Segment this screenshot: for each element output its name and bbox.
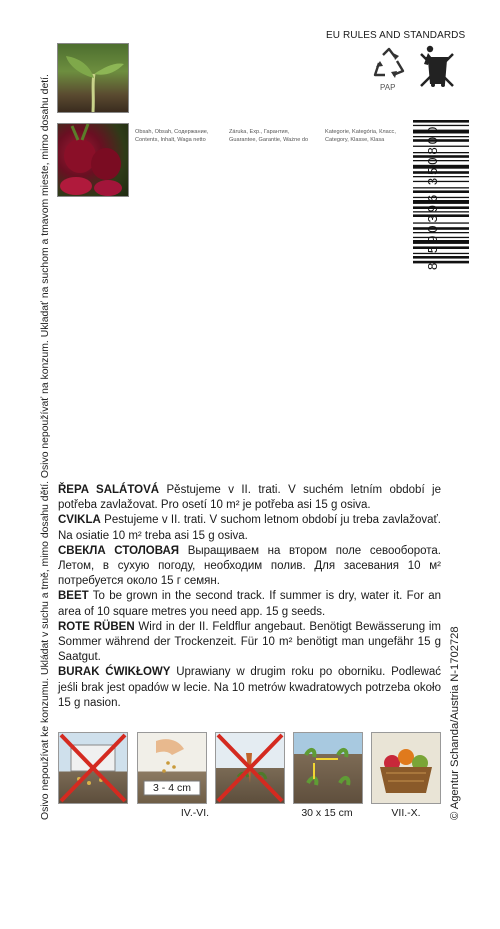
barcode-bar — [413, 211, 469, 212]
barcode-bar — [413, 176, 469, 177]
contents-label-line: Obsah, Obsah, Содержание, — [135, 129, 209, 135]
contents-label-line: Contents, Inhalt, Waga netto — [135, 137, 206, 143]
barcode-digits-wrap — [425, 122, 440, 270]
barcode-bar — [413, 232, 469, 233]
beetroot-photo — [57, 123, 129, 197]
desc-title: CVIKLA — [58, 514, 101, 527]
category-label-line: Category, Klasse, Klasa — [325, 137, 385, 143]
harvest-month-label: VII.-X. — [391, 807, 421, 819]
barcode-bar — [413, 155, 469, 158]
desc-german — [58, 620, 441, 666]
desc-english — [58, 589, 441, 619]
guarantee-label-line: Záruka, Exp., Гарантия, — [229, 129, 290, 135]
desc-title: ROTE RÜBEN — [58, 620, 135, 633]
transplant-crossed-icon — [215, 732, 285, 804]
description-block — [58, 483, 441, 711]
spacing-label: 30 x 15 cm — [301, 807, 353, 819]
barcode — [413, 120, 469, 268]
desc-title: BEET — [58, 590, 89, 603]
barcode-bar — [413, 206, 469, 209]
barcode-bar — [413, 222, 469, 223]
category-label — [325, 128, 396, 144]
contents-label — [135, 128, 208, 144]
desc-title: СВЕКЛА СТОЛОВАЯ — [58, 544, 180, 557]
barcode-bar — [413, 125, 469, 126]
barcode-bar — [413, 146, 469, 147]
desc-title: BURAK ĆWIKŁOWY — [58, 666, 171, 679]
barcode-bar — [413, 120, 469, 123]
pap-label: PAP — [380, 83, 396, 92]
eu-rules-title: EU RULES AND STANDARDS — [326, 30, 466, 41]
barcode-bar — [413, 165, 469, 169]
guarantee-label — [229, 128, 308, 144]
barcode-bar — [413, 214, 469, 217]
desc-polish — [58, 665, 441, 711]
desc-title: ŘEPA SALÁTOVÁ — [58, 484, 160, 496]
desc-text: Pěstujeme v II. trati. V suchém letním období je potřeba zavlažovat. Pro osetí 10 m² je potřeba asi 15 g osiva. — [58, 484, 441, 512]
barcode-bar — [413, 246, 469, 249]
barcode-bar — [413, 139, 469, 142]
sowing-month-label: IV.-VI. — [180, 807, 210, 819]
guarantee-label-line: Guarantee, Garantie, Ważne do — [229, 137, 309, 143]
barcode-bar — [413, 200, 469, 204]
crossed-bin-icon — [417, 44, 455, 88]
desc-text: To be grown in the second track. If summer is dry, water it. For an area of 10 square metres you need app. 15 g seeds. — [58, 590, 441, 618]
greenhouse-sowing-crossed-icon — [58, 732, 128, 804]
harvest-basket-icon — [371, 732, 441, 804]
desc-czech — [58, 483, 441, 513]
barcode-bar — [413, 160, 469, 161]
barcode-bar — [413, 130, 469, 134]
storage-warning-line: Osivo nepoužívat ke konzumu. Ukládat v suchu a tmě, mimo dosahu dětí. Osivo nepoužívať na konzum. Ukladať na suchom a tmavom mieste, mimo dosahu detí. — [40, 74, 51, 820]
barcode-bar — [413, 240, 469, 244]
desc-russian — [58, 544, 441, 590]
desc-text: Выращиваем на втором поле севооборота. Летом, в сухую погоду, необходим полив. Для засевания 10 м² потребуется около 15 г семян. — [58, 544, 441, 588]
barcode-bar — [413, 253, 469, 254]
category-label-line: Kategorie, Kategória, Класс, — [325, 129, 396, 135]
barcode-bar — [413, 227, 469, 230]
desc-text: Wird in der II. Feldflur angebaut. Benötigt Bewässerung im Sommer während der Trockenzeit. Für 10 m² benötigt man ungefähr 15 g Saatgut. — [58, 620, 442, 664]
spacing-icon — [293, 732, 363, 804]
sowing-depth-label: 3 - 4 cm — [153, 782, 191, 794]
barcode-bar — [413, 181, 469, 182]
barcode-bar — [413, 187, 469, 188]
barcode-bar — [413, 261, 469, 264]
barcode-bar — [413, 256, 469, 259]
barcode-bar — [413, 197, 469, 198]
barcode-digits: 8 590396 350800 — [425, 123, 440, 270]
barcode-bar — [413, 190, 469, 193]
desc-text: Pestujeme v II. trati. V suchom letnom období ju treba zavlažovať. Na osiatie 10 m² treba asi 15 g osiva. — [58, 514, 441, 542]
desc-slovak — [58, 513, 441, 543]
barcode-bar — [413, 171, 469, 174]
storage-warning-text — [40, 60, 52, 820]
barcode-bar — [413, 237, 469, 238]
recycle-icon — [371, 47, 407, 81]
barcode-bar — [413, 152, 469, 153]
desc-text: Uprawiany w drugim roku po oborniku. Podlewać jeśli brak jest opadów w lecie. Na 10 metrów kwadratowych potrzeba około 15 g nasion. — [58, 666, 441, 709]
direct-sowing-icon — [137, 732, 207, 804]
copyright-text: © Agentur Schanda/Austria N-1702728 — [449, 626, 461, 820]
barcode-bar — [413, 136, 469, 137]
sprout-photo — [57, 43, 129, 113]
